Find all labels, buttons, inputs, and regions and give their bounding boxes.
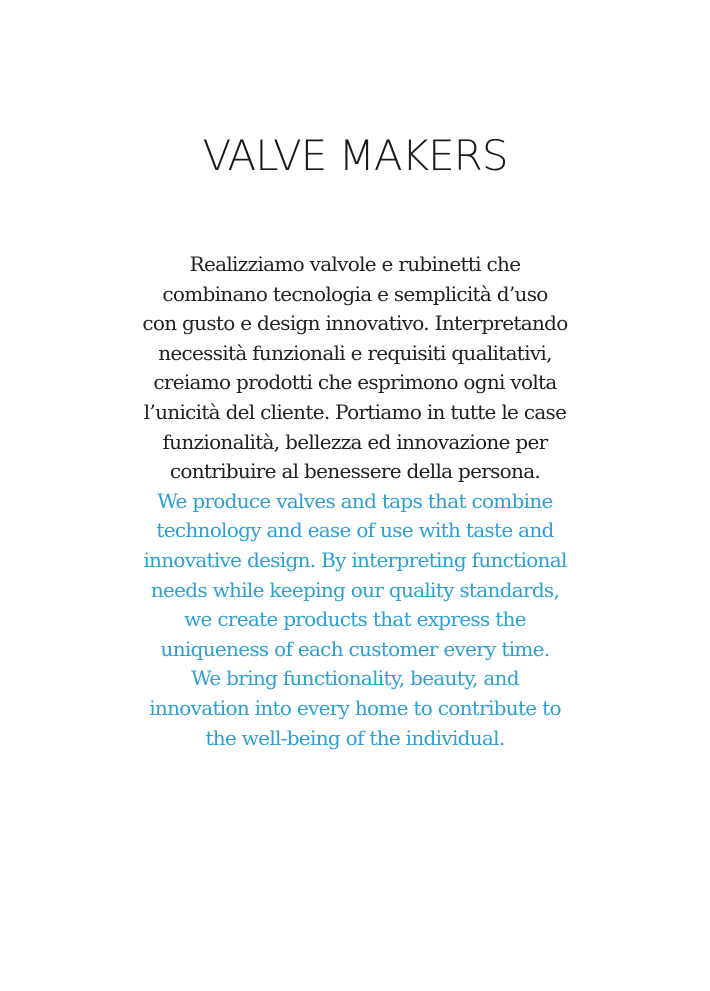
english-line: uniqueness of each customer every time. [160, 636, 550, 661]
italian-line: funzionalità, bellezza ed innovazione per [162, 429, 548, 454]
italian-line: contribuire al benessere della persona. [169, 459, 541, 484]
italian-line: necessità funzionali e requisiti qualitativi, [158, 340, 552, 365]
page-title: VALVE MAKERS [202, 131, 508, 180]
italian-paragraph [80, 250, 630, 487]
english-line: technology and ease of use with taste and [156, 518, 554, 543]
italian-line: l’unicità del cliente. Portiamo in tutte le case [143, 399, 567, 424]
english-line: needs while keeping our quality standards, [150, 577, 560, 602]
italian-line: combinano tecnologia e semplicità d’uso [162, 281, 548, 306]
italian-line: Realizziamo valvole e rubinetti che [189, 252, 521, 276]
italian-line: con gusto e design innovativo. Interpretando [142, 311, 568, 336]
english-line: the well-being of the individual. [205, 725, 505, 750]
english-line: we create products that express the [184, 607, 526, 632]
english-line: innovation into every home to contribute to [149, 695, 561, 720]
english-line: We produce valves and taps that combine [157, 488, 553, 513]
english-paragraph [80, 487, 630, 753]
english-line: We bring functionality, beauty, and [191, 666, 519, 691]
text-body [80, 250, 630, 753]
english-line: innovative design. By interpreting functional [143, 547, 567, 572]
italian-line: creiamo prodotti che esprimono ogni volta [153, 370, 557, 395]
